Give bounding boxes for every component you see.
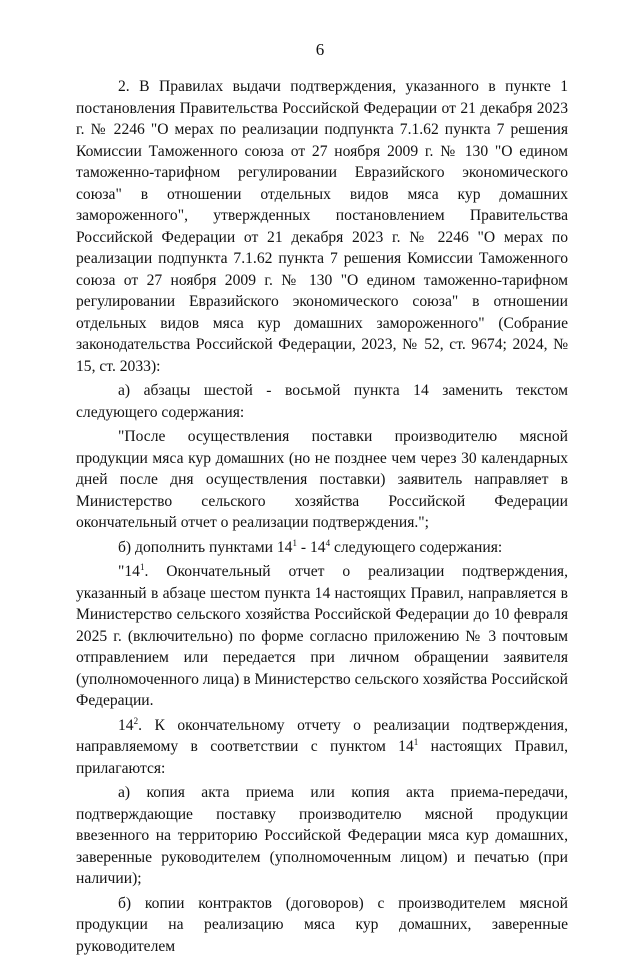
page-number: 6 xyxy=(0,40,640,60)
document-body xyxy=(76,76,568,957)
text-fragment: . К окончательному отчету о реализации подтверждения, направляемому в соответствии с пунктом 14 xyxy=(76,717,568,756)
text-fragment: . Окончательный отчет о реализации подтверждения, указанный в абзаце шестом пункта 14 настоящих Правил, направляется в Министерство сельского хозяйства Российской Федерации до 10 февраля 2025 г. (включительно) по форме согласно приложению № 3 почтовым отправлением или передается при личном обращении заявителя (уполномоченного лица) в Министерство сельского хозяйства Российской Федерации. xyxy=(76,563,568,709)
text-fragment: "14 xyxy=(118,563,140,580)
superscript: 2 xyxy=(134,716,139,726)
superscript: 1 xyxy=(140,562,145,572)
paragraph-item-14-1 xyxy=(76,561,568,712)
paragraph-subitem-a-copy-act: а) копия акта приема или копия акта приема-передачи, подтверждающие поставку производителю мясной продукции ввезенного на территорию Российской Федерации мяса кур домашних, заверенные руководителем (уполномоченным лицом) и печатью (при наличии); xyxy=(76,782,568,890)
text-fragment: следующего содержания: xyxy=(330,539,502,556)
superscript: 1 xyxy=(292,538,297,548)
text-fragment: б) дополнить пунктами 14 xyxy=(118,539,292,556)
paragraph-subitem-b xyxy=(76,537,568,559)
paragraph-quoted-text: "После осуществления поставки производителю мясной продукции мяса кур домашних (но не позднее чем через 30 календарных дней после дня осуществления поставки) заявитель направляет в Министерство сельского хозяйства Российской Федерации окончательный отчет о реализации подтверждения."; xyxy=(76,426,568,534)
paragraph-subitem-a: а) абзацы шестой - восьмой пункта 14 заменить текстом следующего содержания: xyxy=(76,380,568,423)
text-fragment: 14 xyxy=(118,717,134,734)
paragraph-item-2: 2. В Правилах выдачи подтверждения, указанного в пункте 1 постановления Правительства Российской Федерации от 21 декабря 2023 г. № 2246 "О мерах по реализации подпункта 7.1.62 пункта 7 решения Комиссии Таможенного союза от 27 ноября 2009 г. № 130 "О едином таможенно-тарифном регулировании Евразийского экономического союза" в отношении отдельных видов мяса кур домашних замороженного", утвержденных постановлением Правительства Российской Федерации от 21 декабря 2023 г. № 2246 "О мерах по реализации подпункта 7.1.62 пункта 7 решения Комиссии Таможенного союза от 27 ноября 2009 г. № 130 "О едином таможенно-тарифном регулировании Евразийского экономического союза" в отношении отдельных видов мяса кур домашних замороженного" (Собрание законодательства Российской Федерации, 2023, № 52, ст. 9674; 2024, № 15, ст. 2033): xyxy=(76,76,568,377)
superscript: 4 xyxy=(326,538,331,548)
text-fragment: настоящих Правил, прилагаются: xyxy=(76,738,568,777)
paragraph-item-14-2 xyxy=(76,715,568,780)
superscript: 1 xyxy=(414,737,419,747)
paragraph-subitem-b-copy-contracts: б) копии контрактов (договоров) с производителем мясной продукции на реализацию мяса кур домашних, заверенные руководителем xyxy=(76,893,568,957)
text-fragment: - 14 xyxy=(297,539,326,556)
